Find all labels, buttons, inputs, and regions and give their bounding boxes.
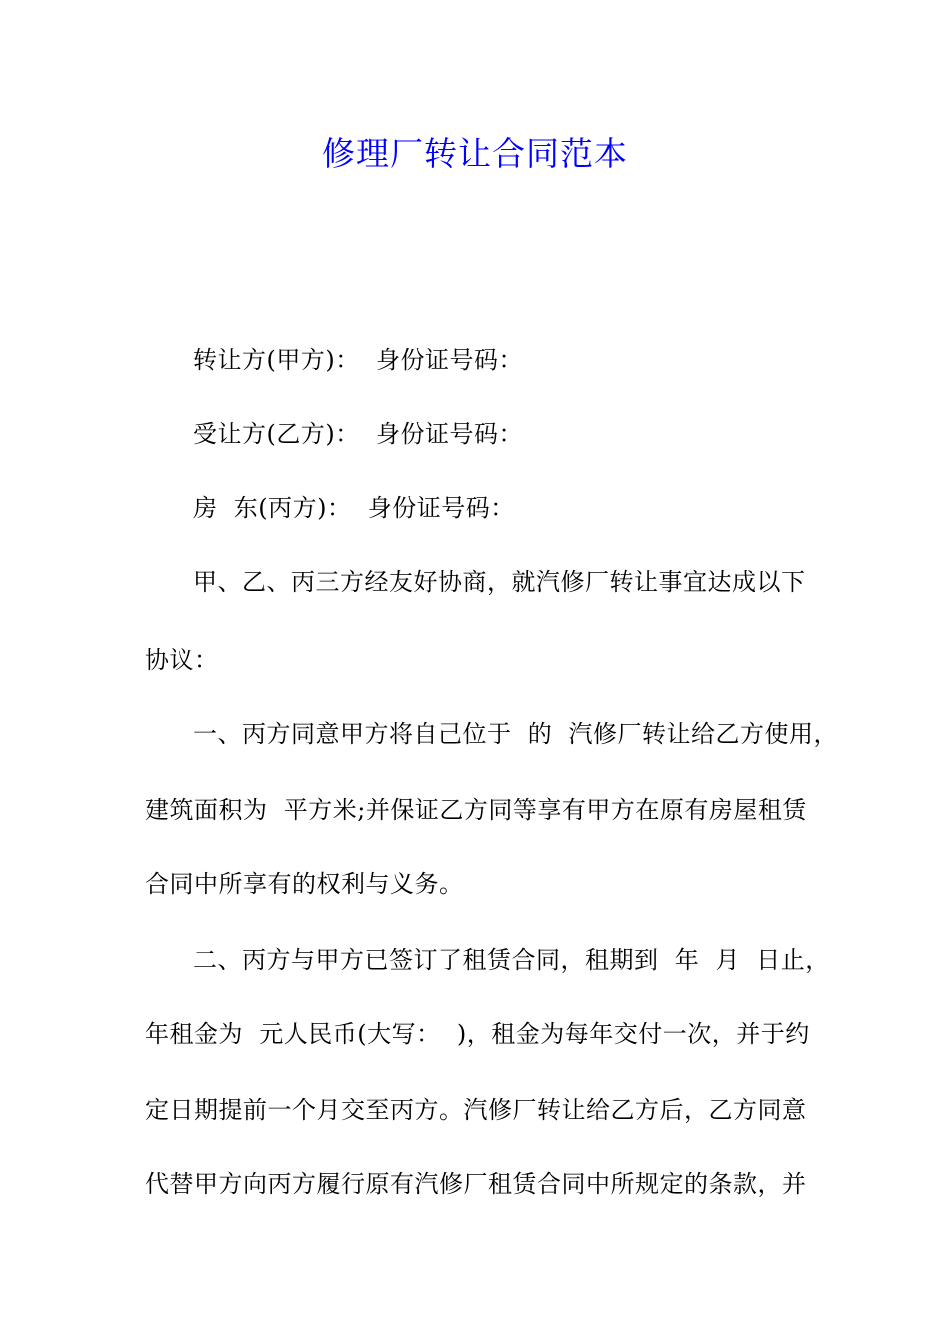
clause-2-line-3: 定日期提前一个月交至丙方。汽修厂转让给乙方后，乙方同意	[145, 1096, 807, 1124]
clause-2-line-2: 年租金为 元人民币(大写： )，租金为每年交付一次，并于约	[145, 1020, 810, 1048]
transferor-line: 转让方(甲方)： 身份证号码：	[193, 346, 523, 374]
clause-1-line-1: 一、丙方同意甲方将自己位于 的 汽修厂转让给乙方使用，	[193, 720, 839, 748]
clause-2-line-4: 代替甲方向丙方履行原有汽修厂租赁合同中所规定的条款，并	[145, 1170, 807, 1198]
transferee-line: 受让方(乙方)： 身份证号码：	[193, 420, 523, 448]
clause-1-line-2: 建筑面积为 平方米;并保证乙方同等享有甲方在原有房屋租赁	[145, 796, 807, 824]
document-title: 修理厂转让合同范本	[322, 134, 628, 173]
preamble-line-1: 甲、乙、丙三方经友好协商，就汽修厂转让事宜达成以下	[193, 568, 806, 596]
clause-2-line-1: 二、丙方与甲方已签订了租赁合同，租期到 年 月 日止，	[193, 946, 830, 974]
preamble-line-2: 协议：	[145, 646, 219, 674]
clause-1-line-3: 合同中所享有的权利与义务。	[145, 870, 464, 898]
landlord-line: 房 东(丙方)： 身份证号码：	[193, 494, 515, 522]
